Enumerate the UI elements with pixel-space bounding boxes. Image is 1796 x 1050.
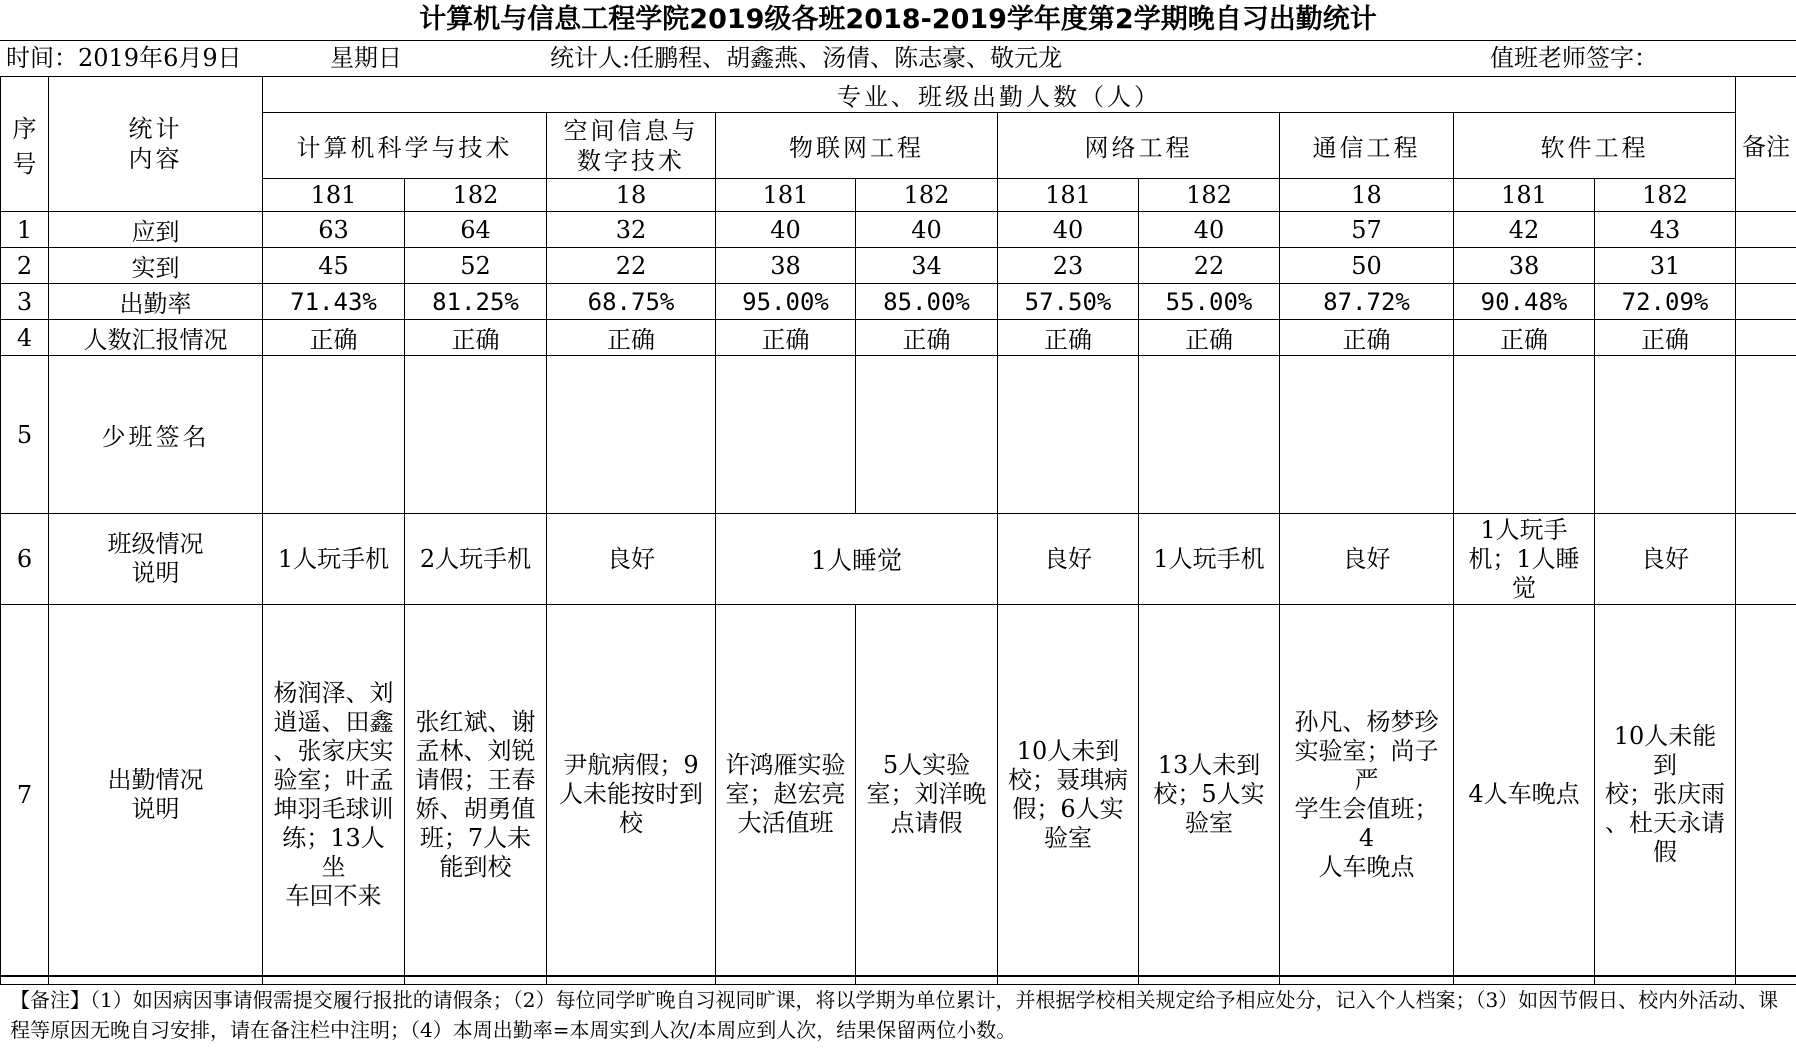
cell-value: 23 bbox=[998, 248, 1139, 284]
class-header: 182 bbox=[1595, 179, 1736, 212]
cell-note: 许鸿雁实验 室；赵宏亮 大活值班 bbox=[716, 605, 856, 985]
remark-cell bbox=[1736, 605, 1796, 985]
seq-header: 序号 bbox=[1, 77, 49, 212]
signature-cell bbox=[1139, 356, 1280, 514]
class-header: 181 bbox=[716, 179, 856, 212]
cell-note: 5人实验 室；刘洋晚 点请假 bbox=[856, 605, 998, 985]
class-header: 181 bbox=[1454, 179, 1595, 212]
cell-rate: 87.72% bbox=[1280, 284, 1454, 320]
cell-rate: 90.48% bbox=[1454, 284, 1595, 320]
cell-value: 45 bbox=[263, 248, 405, 284]
signature-cell bbox=[1595, 356, 1736, 514]
signature-cell bbox=[263, 356, 405, 514]
cell-note: 1人玩手机 bbox=[1139, 514, 1280, 605]
attendance-table bbox=[0, 76, 1796, 985]
cell-note: 1人玩手 机；1人睡 觉 bbox=[1454, 514, 1595, 605]
table-row bbox=[1, 514, 1796, 605]
cell-rate: 71.43% bbox=[263, 284, 405, 320]
signature-cell bbox=[1454, 356, 1595, 514]
counters-label: 统计人:任鹏程、胡鑫燕、汤倩、陈志豪、敬元龙 bbox=[550, 44, 1063, 72]
signature-cell bbox=[716, 356, 856, 514]
signature-cell bbox=[405, 356, 547, 514]
row-seq: 7 bbox=[1, 605, 49, 985]
signature-cell bbox=[998, 356, 1139, 514]
cell-note: 1人玩手机 bbox=[263, 514, 405, 605]
cell-value: 22 bbox=[547, 248, 716, 284]
major-iot: 物联网工程 bbox=[716, 113, 998, 179]
cell-rate: 68.75% bbox=[547, 284, 716, 320]
cell-note: 10人未能到 校；张庆雨 、杜天永请 假 bbox=[1595, 605, 1736, 985]
cell-rate: 85.00% bbox=[856, 284, 998, 320]
table-row bbox=[1, 284, 1796, 320]
cell-value: 32 bbox=[547, 212, 716, 248]
cell-rate: 81.25% bbox=[405, 284, 547, 320]
cell-note: 张红斌、谢 孟林、刘锐 请假；王春 娇、胡勇值 班；7人未 能到校 bbox=[405, 605, 547, 985]
row-seq: 5 bbox=[1, 356, 49, 514]
cell-note: 良好 bbox=[1280, 514, 1454, 605]
row-label: 出勤率 bbox=[49, 284, 263, 320]
cell-rate: 57.50% bbox=[998, 284, 1139, 320]
cell-note: 良好 bbox=[998, 514, 1139, 605]
weekday-label: 星期日 bbox=[330, 44, 402, 72]
cell-value: 43 bbox=[1595, 212, 1736, 248]
row-label: 人数汇报情况 bbox=[49, 320, 263, 356]
cell-value: 正确 bbox=[856, 320, 998, 356]
cell-value: 正确 bbox=[405, 320, 547, 356]
cell-value: 31 bbox=[1595, 248, 1736, 284]
remark-header: 备注 bbox=[1736, 77, 1796, 212]
table-row bbox=[1, 320, 1796, 356]
table-row bbox=[1, 356, 1796, 514]
cell-note: 杨润泽、刘 逍遥、田鑫 、张家庆实 验室；叶孟 坤羽毛球训 练；13人坐 车回不来 bbox=[263, 605, 405, 985]
major-cs: 计算机科学与技术 bbox=[263, 113, 547, 179]
signature-cell bbox=[547, 356, 716, 514]
cell-value: 正确 bbox=[263, 320, 405, 356]
class-header: 182 bbox=[405, 179, 547, 212]
row-label: 应到 bbox=[49, 212, 263, 248]
cell-value: 38 bbox=[716, 248, 856, 284]
major-network: 网络工程 bbox=[998, 113, 1280, 179]
class-header: 181 bbox=[263, 179, 405, 212]
signature-cell bbox=[856, 356, 998, 514]
cell-value: 63 bbox=[263, 212, 405, 248]
cell-value: 38 bbox=[1454, 248, 1595, 284]
major-telecom: 通信工程 bbox=[1280, 113, 1454, 179]
cell-value: 52 bbox=[405, 248, 547, 284]
remark-cell bbox=[1736, 356, 1796, 514]
cell-note: 10人未到 校；聂琪病 假；6人实 验室 bbox=[998, 605, 1139, 985]
remark-cell bbox=[1736, 284, 1796, 320]
remark-cell bbox=[1736, 248, 1796, 284]
cell-value: 22 bbox=[1139, 248, 1280, 284]
cell-value: 40 bbox=[716, 212, 856, 248]
cell-note: 尹航病假；9 人未能按时到 校 bbox=[547, 605, 716, 985]
cell-value: 正确 bbox=[1595, 320, 1736, 356]
cell-value: 34 bbox=[856, 248, 998, 284]
cell-value: 正确 bbox=[1139, 320, 1280, 356]
sheet-title: 计算机与信息工程学院2019级各班2018-2019学年度第2学期晚自习出勤统计 bbox=[419, 4, 1377, 35]
class-header: 182 bbox=[1139, 179, 1280, 212]
class-header: 18 bbox=[1280, 179, 1454, 212]
cell-note: 良好 bbox=[1595, 514, 1736, 605]
remark-cell bbox=[1736, 514, 1796, 605]
table-row bbox=[1, 248, 1796, 284]
class-header: 181 bbox=[998, 179, 1139, 212]
class-header: 182 bbox=[856, 179, 998, 212]
footer-notes: 【备注】（1）如因病因事请假需提交履行报批的请假条；（2）每位同学旷晚自习视同旷课，将以学期为单位累计，并根据学校相关规定给予相应处分，记入个人档案；（3）如因节假日、校内外活动、课程等原因无晚自习安排，请在备注栏中注明；（4）本周出勤率=本周实到人次/本周应到人次，结果保留两位小数。 bbox=[0, 975, 1796, 1050]
table-row bbox=[1, 605, 1796, 985]
cell-value: 正确 bbox=[1280, 320, 1454, 356]
content-header: 统计 内容 bbox=[49, 77, 263, 212]
row-seq: 2 bbox=[1, 248, 49, 284]
cell-value: 42 bbox=[1454, 212, 1595, 248]
row-seq: 1 bbox=[1, 212, 49, 248]
signature-cell bbox=[1280, 356, 1454, 514]
cell-value: 50 bbox=[1280, 248, 1454, 284]
major-software: 软件工程 bbox=[1454, 113, 1736, 179]
cell-note: 13人未到 校；5人实 验室 bbox=[1139, 605, 1280, 985]
info-bar bbox=[0, 40, 1796, 75]
cell-value: 40 bbox=[998, 212, 1139, 248]
row-seq: 6 bbox=[1, 514, 49, 605]
cell-note: 1人睡觉 bbox=[716, 514, 998, 605]
cell-value: 正确 bbox=[547, 320, 716, 356]
cell-value: 正确 bbox=[1454, 320, 1595, 356]
class-header: 18 bbox=[547, 179, 716, 212]
cell-value: 40 bbox=[1139, 212, 1280, 248]
cell-note: 2人玩手机 bbox=[405, 514, 547, 605]
row-seq: 4 bbox=[1, 320, 49, 356]
cell-value: 40 bbox=[856, 212, 998, 248]
date-label: 时间：2019年6月9日 bbox=[6, 44, 242, 72]
row-label: 实到 bbox=[49, 248, 263, 284]
remark-cell bbox=[1736, 320, 1796, 356]
cell-rate: 55.00% bbox=[1139, 284, 1280, 320]
group-header: 专业、班级出勤人数（人） bbox=[263, 77, 1736, 113]
cell-value: 正确 bbox=[998, 320, 1139, 356]
major-spatial: 空间信息与 数字技术 bbox=[547, 113, 716, 179]
cell-rate: 72.09% bbox=[1595, 284, 1736, 320]
teacher-signature-label: 值班老师签字： bbox=[1490, 44, 1658, 72]
cell-note: 孙凡、杨梦珍 实验室；尚子严 学生会值班；4 人车晚点 bbox=[1280, 605, 1454, 985]
cell-value: 64 bbox=[405, 212, 547, 248]
cell-note: 4人车晚点 bbox=[1454, 605, 1595, 985]
cell-rate: 95.00% bbox=[716, 284, 856, 320]
row-label: 少班签名 bbox=[49, 356, 263, 514]
cell-value: 57 bbox=[1280, 212, 1454, 248]
cell-value: 正确 bbox=[716, 320, 856, 356]
cell-note: 良好 bbox=[547, 514, 716, 605]
table-row bbox=[1, 212, 1796, 248]
row-seq: 3 bbox=[1, 284, 49, 320]
remark-cell bbox=[1736, 212, 1796, 248]
row-label: 班级情况 说明 bbox=[49, 514, 263, 605]
row-label: 出勤情况 说明 bbox=[49, 605, 263, 985]
